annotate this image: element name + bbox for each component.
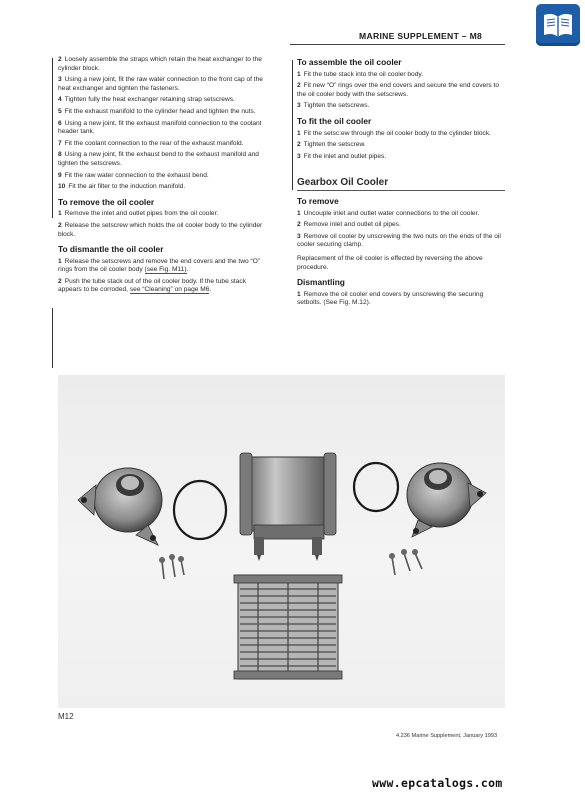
step-number: 2 (297, 141, 301, 149)
fit-steps (297, 130, 505, 162)
replacement-note: Replacement of the oil cooler is effected by reversing the above procedure. (297, 254, 483, 271)
change-bar (292, 60, 293, 190)
remove-steps (58, 210, 266, 239)
step-item (58, 183, 266, 192)
step-text: Fit the inlet and outlet pipes. (303, 152, 387, 160)
step-item (58, 222, 266, 239)
step-item (58, 56, 266, 73)
left-setscrews (159, 554, 184, 579)
step-text: Fit the raw water connection to the exhaust bend. (64, 171, 209, 179)
step-number: 1 (297, 209, 301, 217)
step-number: 2 (297, 221, 301, 229)
assemble-steps (297, 71, 505, 111)
oil-cooler-parts-photo (58, 375, 505, 708)
step-item (58, 140, 266, 149)
step-number: 1 (297, 290, 301, 298)
step-number: 2 (58, 277, 62, 285)
change-bar (52, 308, 53, 368)
step-number: 1 (297, 70, 301, 78)
step-number: 8 (58, 151, 62, 159)
step-text: Release the setscrews and remove the end covers and the two “O” rings from the oil cooler body (58, 257, 261, 274)
right-o-ring (354, 463, 398, 511)
step-text-end: . (186, 266, 189, 274)
step-text: Fit the coolant connection to the rear of the exhaust manifold. (64, 139, 244, 147)
step-text: Using a new joint, fit the exhaust manifold connection to the coolant header tank. (58, 119, 262, 136)
step-item (58, 210, 266, 219)
left-column (58, 56, 266, 298)
step-item (297, 102, 505, 111)
step-item (297, 291, 505, 308)
step-text: Tighten the setscrew. (303, 141, 366, 149)
step-number: 10 (58, 183, 66, 191)
step-text: Remove the oil cooler end covers by unscrewing the securing setbolts. (See Fig. M.12). (297, 290, 484, 307)
book-icon (542, 11, 574, 39)
figure-reference-link[interactable]: (see Fig. M11) (144, 266, 187, 274)
step-text: Tighten fully the heat exchanger retaining strap setscrews. (64, 96, 235, 104)
step-number: 7 (58, 139, 62, 147)
cleaning-page-link[interactable]: see “Cleaning” on page M6 (129, 286, 210, 294)
step-item (58, 76, 266, 93)
step-item (297, 82, 505, 99)
right-setscrews (389, 549, 422, 575)
remove-oil-cooler-heading: To remove the oil cooler (58, 196, 155, 207)
step-item (58, 120, 266, 137)
dismantle-step-2 (58, 278, 266, 295)
step-item (297, 221, 505, 230)
oil-cooler-parts-illustration (58, 375, 505, 708)
step-text: Fit the exhaust manifold to the cylinder head and tighten the nuts. (64, 107, 256, 115)
step-number: 1 (58, 210, 62, 218)
step-item (58, 108, 266, 117)
step-text: Uncouple inlet and outlet water connections to the oil cooler. (303, 209, 480, 217)
step-text: Using a new joint, fit the raw water connection to the front cap of the heat exchanger and tighten the fasteners. (58, 76, 263, 92)
step-text: Fit the air filter to the induction manifold. (68, 183, 186, 191)
right-column (297, 58, 505, 311)
step-number: 4 (58, 96, 62, 104)
dismantling-heading: Dismantling (297, 277, 345, 288)
step-number: 2 (58, 56, 62, 63)
step-text: Fit the setsc:ew through the oil cooler body to the cylinder block. (303, 129, 491, 137)
left-o-ring (174, 481, 226, 539)
step-number: 1 (297, 129, 301, 137)
step-text: Push the tube stack out of the oil cooler body. If the tube stack appears to be corroded, (58, 277, 246, 294)
book-app-icon[interactable] (536, 4, 580, 46)
gearbox-remove-steps (297, 210, 505, 250)
right-end-cover (407, 463, 486, 537)
tube-stack (234, 575, 342, 679)
watermark-url: www.epcatalogs.com (372, 776, 503, 790)
step-text: Using a new joint, fit the exhaust bend to the exhaust manifold and tighten the setscrews. (58, 151, 259, 167)
intro-steps (58, 56, 266, 192)
step-item (58, 172, 266, 181)
step-item (58, 96, 266, 105)
assemble-oil-cooler-heading: To assemble the oil cooler (297, 57, 402, 67)
step-number: 3 (58, 76, 62, 84)
dismantling-steps (297, 291, 505, 308)
step-text: Fit the tube stack into the oil cooler body. (303, 70, 424, 78)
step-text: Loosely assemble the straps which retain the heat exchanger to the cylinder block. (58, 56, 262, 72)
step-text: Tighten the setscrews. (303, 102, 370, 110)
step-number: 9 (58, 171, 62, 179)
footer-publication-note: 4.236 Marine Supplement, January 1993 (396, 733, 498, 739)
step-number: 3 (297, 232, 301, 240)
step-text: Remove inlet and outlet oil pipes. (303, 221, 401, 229)
step-text: Fit new “O” rings over the end covers and secure the end covers to the oil cooler body with the setscrews. (297, 82, 500, 98)
step-text: Release the setscrew which holds the oil cooler body to the cylinder block. (58, 221, 263, 238)
step-item (297, 233, 505, 250)
dismantle-step-1 (58, 258, 266, 275)
figure-caption: M12 (58, 712, 74, 721)
step-item (297, 71, 505, 80)
step-number: 1 (58, 257, 62, 265)
dismantle-oil-cooler-heading: To dismantle the oil cooler (58, 244, 164, 255)
step-text-end: . (209, 286, 212, 294)
step-item (297, 130, 505, 139)
step-number: 3 (297, 152, 301, 160)
left-end-cover (78, 468, 162, 545)
step-text: Remove the inlet and outlet pipes from the oil cooler. (64, 210, 219, 218)
change-bar (52, 58, 53, 218)
step-number: 2 (297, 82, 301, 90)
gearbox-oil-cooler-title: Gearbox Oil Cooler (297, 179, 505, 191)
step-number: 6 (58, 119, 62, 127)
fit-oil-cooler-heading: To fit the oil cooler (297, 115, 372, 126)
step-item (297, 141, 505, 150)
header-rule (290, 44, 505, 45)
step-number: 5 (58, 107, 62, 115)
step-item (58, 151, 266, 168)
step-item (297, 153, 505, 162)
step-text: Remove oil cooler by unscrewing the two nuts on the ends of the oil cooler securing clamp. (297, 232, 501, 249)
step-item (297, 210, 505, 219)
step-number: 2 (58, 221, 62, 229)
to-remove-heading: To remove (297, 195, 339, 206)
page-header: MARINE SUPPLEMENT – M8 (359, 31, 483, 41)
oil-cooler-body (240, 453, 336, 561)
step-number: 3 (297, 102, 301, 110)
